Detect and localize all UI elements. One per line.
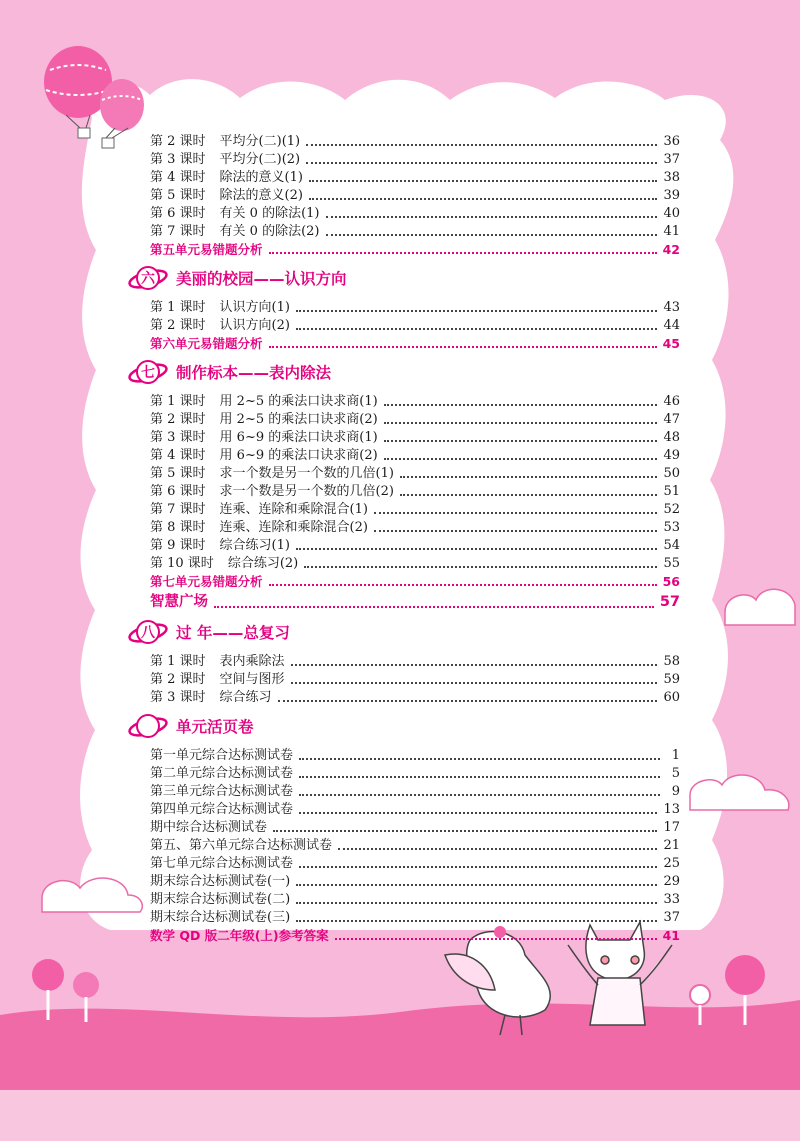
page-number: 48 — [663, 430, 680, 445]
entry-title: 有关 0 的除法(1) — [219, 206, 320, 221]
page-number: 38 — [663, 170, 680, 185]
page-number: 52 — [663, 502, 680, 517]
page-number: 50 — [663, 466, 680, 481]
dot-leader — [299, 866, 657, 868]
unit-title: 单元活页卷 — [176, 718, 254, 736]
dot-leader — [291, 682, 658, 684]
planet-badge-icon — [128, 617, 168, 647]
lesson-number: 第 4 课时 — [150, 170, 206, 185]
toc-entry[interactable] — [150, 591, 680, 613]
lesson-number: 第 8 课时 — [150, 520, 206, 535]
page-number: 59 — [663, 672, 680, 687]
entry-title: 认识方向(1) — [219, 300, 290, 315]
unit-heading[interactable] — [128, 355, 680, 389]
page-number: 41 — [663, 224, 680, 239]
page-number: 56 — [662, 574, 680, 589]
cloud-icon — [690, 775, 789, 810]
dot-leader — [384, 458, 658, 460]
entry-title: 第六单元易错题分析 — [150, 336, 263, 351]
page-number: 9 — [671, 784, 680, 799]
entry-title: 期末综合达标测试卷(二) — [150, 892, 291, 907]
toc-entry[interactable] — [150, 393, 680, 411]
lesson-number: 第 2 课时 — [150, 672, 206, 687]
lesson-number: 第 2 课时 — [150, 134, 206, 149]
entry-title: 智慧广场 — [150, 594, 208, 610]
entry-title: 综合练习 — [219, 690, 272, 705]
toc-entry[interactable] — [150, 429, 680, 447]
toc-entry[interactable] — [150, 891, 680, 909]
toc-entry[interactable] — [150, 411, 680, 429]
dot-leader — [278, 700, 658, 702]
toc-entry[interactable] — [150, 465, 680, 483]
lesson-number: 第 7 课时 — [150, 224, 206, 239]
toc-entry[interactable] — [150, 653, 680, 671]
page-number: 33 — [663, 892, 680, 907]
toc-entry[interactable] — [150, 537, 680, 555]
lesson-number: 第 5 课时 — [150, 188, 206, 203]
entry-title: 第七单元综合达标测试卷 — [150, 856, 294, 871]
dot-leader — [326, 216, 658, 218]
entry-title: 第五单元易错题分析 — [150, 242, 263, 257]
toc-entry[interactable] — [150, 335, 680, 353]
dot-leader — [400, 494, 657, 496]
toc-entry[interactable] — [150, 671, 680, 689]
page-number: 29 — [663, 874, 680, 889]
page-number: 54 — [663, 538, 680, 553]
toc-entry[interactable] — [150, 747, 680, 765]
entry-title: 第一单元综合达标测试卷 — [150, 748, 294, 763]
lesson-number: 第 2 课时 — [150, 412, 206, 427]
page-number: 51 — [663, 484, 680, 499]
lesson-number: 第 3 课时 — [150, 152, 206, 167]
toc-entry[interactable] — [150, 519, 680, 537]
toc-entry[interactable] — [150, 765, 680, 783]
entry-title: 认识方向(2) — [219, 318, 290, 333]
lesson-number: 第 10 课时 — [150, 556, 214, 571]
entry-title: 空间与图形 — [219, 672, 285, 687]
page-number: 49 — [663, 448, 680, 463]
toc-entry[interactable] — [150, 187, 680, 205]
page-number: 45 — [662, 336, 680, 351]
toc-entry[interactable] — [150, 783, 680, 801]
entry-title: 综合练习(2) — [227, 556, 299, 571]
page-number: 25 — [663, 856, 680, 871]
toc-entry[interactable] — [150, 241, 680, 259]
toc-entry[interactable] — [150, 151, 680, 169]
entry-title: 表内乘除法 — [219, 654, 285, 669]
dot-leader — [374, 512, 657, 514]
page-number: 47 — [663, 412, 680, 427]
toc-entry[interactable] — [150, 873, 680, 891]
page-number: 37 — [663, 152, 680, 167]
ground-hill — [0, 1000, 800, 1100]
toc-entry[interactable] — [150, 447, 680, 465]
entry-title: 第三单元综合达标测试卷 — [150, 784, 294, 799]
dot-leader — [299, 776, 660, 778]
toc-entry[interactable] — [150, 855, 680, 873]
toc-entry[interactable] — [150, 317, 680, 335]
page-number: 13 — [663, 802, 680, 817]
dot-leader — [214, 606, 654, 608]
entry-title: 第七单元易错题分析 — [150, 574, 263, 589]
entry-title: 除法的意义(2) — [219, 188, 303, 203]
lesson-number: 第 1 课时 — [150, 654, 206, 669]
page-number: 60 — [663, 690, 680, 705]
page-number: 40 — [663, 206, 680, 221]
page-number: 55 — [663, 556, 680, 571]
dot-leader — [291, 664, 658, 666]
lesson-number: 第 2 课时 — [150, 318, 206, 333]
page-number: 5 — [671, 766, 680, 781]
entry-title: 期末综合达标测试卷(三) — [150, 910, 291, 925]
lesson-number: 第 3 课时 — [150, 430, 206, 445]
toc-entry[interactable] — [150, 299, 680, 317]
unit-number: 八 — [141, 625, 155, 641]
dot-leader — [299, 794, 660, 796]
dot-leader — [306, 144, 657, 146]
page-number: 41 — [662, 928, 680, 943]
dot-leader — [326, 234, 658, 236]
dot-leader — [335, 938, 657, 940]
planet-badge-icon — [128, 711, 168, 741]
entry-title: 用 2~5 的乘法口诀求商(2) — [219, 412, 378, 427]
unit-heading[interactable] — [128, 709, 680, 743]
toc-entry[interactable] — [150, 169, 680, 187]
cloud-icon — [725, 589, 795, 625]
entry-title: 期末综合达标测试卷(一) — [150, 874, 291, 889]
page-number: 57 — [659, 594, 680, 610]
toc-entry[interactable] — [150, 819, 680, 837]
toc-entry[interactable] — [150, 909, 680, 927]
dot-leader — [299, 812, 657, 814]
entry-title: 综合练习(1) — [219, 538, 290, 553]
dot-leader — [374, 530, 657, 532]
entry-title: 平均分(二)(1) — [219, 134, 301, 149]
page-number: 1 — [671, 748, 680, 763]
page-number: 43 — [663, 300, 680, 315]
entry-title: 第四单元综合达标测试卷 — [150, 802, 294, 817]
dot-leader — [269, 346, 657, 348]
dot-leader — [296, 902, 657, 904]
toc-entry[interactable] — [150, 927, 680, 945]
entry-title: 有关 0 的除法(2) — [219, 224, 320, 239]
page-number: 37 — [663, 910, 680, 925]
dot-leader — [384, 404, 658, 406]
lesson-number: 第 5 课时 — [150, 466, 206, 481]
unit-number: 七 — [141, 365, 155, 381]
dot-leader — [296, 884, 657, 886]
page-number: 21 — [663, 838, 680, 853]
lesson-number: 第 3 课时 — [150, 690, 206, 705]
toc-entry[interactable] — [150, 483, 680, 501]
dot-leader — [296, 328, 657, 330]
toc-entry[interactable] — [150, 223, 680, 241]
page-number: 44 — [663, 318, 680, 333]
entry-title: 求一个数是另一个数的几倍(2) — [219, 484, 394, 499]
dot-leader — [296, 548, 657, 550]
page-number: 53 — [663, 520, 680, 535]
entry-title: 连乘、连除和乘除混合(1) — [219, 502, 368, 517]
entry-title: 连乘、连除和乘除混合(2) — [219, 520, 368, 535]
page-number: 46 — [663, 394, 680, 409]
dot-leader — [296, 920, 657, 922]
toc-entry[interactable] — [150, 501, 680, 519]
planet-badge-icon — [128, 357, 168, 387]
entry-title: 求一个数是另一个数的几倍(1) — [219, 466, 394, 481]
entry-title: 除法的意义(1) — [219, 170, 303, 185]
entry-title: 第二单元综合达标测试卷 — [150, 766, 294, 781]
dot-leader — [338, 848, 657, 850]
lesson-number: 第 6 课时 — [150, 206, 206, 221]
unit-title: 过 年——总复习 — [176, 624, 290, 642]
dot-leader — [384, 440, 658, 442]
planet-badge-icon — [128, 263, 168, 293]
entry-title: 用 6~9 的乘法口诀求商(1) — [219, 430, 378, 445]
toc-entry[interactable] — [150, 689, 680, 707]
dot-leader — [299, 758, 660, 760]
lesson-number: 第 6 课时 — [150, 484, 206, 499]
entry-title: 用 6~9 的乘法口诀求商(2) — [219, 448, 378, 463]
unit-number: 六 — [141, 271, 155, 287]
dot-leader — [384, 422, 658, 424]
dot-leader — [304, 566, 657, 568]
page-number: 39 — [663, 188, 680, 203]
toc-entry[interactable] — [150, 573, 680, 591]
table-of-contents — [141, 133, 680, 945]
entry-title: 期中综合达标测试卷 — [150, 820, 268, 835]
dot-leader — [306, 162, 657, 164]
entry-title: 用 2~5 的乘法口诀求商(1) — [219, 394, 378, 409]
page-number: 17 — [663, 820, 680, 835]
entry-title: 数学 QD 版二年级(上)参考答案 — [150, 928, 329, 943]
unit-heading[interactable] — [128, 615, 680, 649]
dot-leader — [273, 830, 657, 832]
unit-title: 美丽的校园——认识方向 — [176, 270, 347, 288]
unit-title: 制作标本——表内除法 — [176, 364, 332, 382]
dot-leader — [309, 180, 657, 182]
toc-entry[interactable] — [150, 133, 680, 151]
dot-leader — [400, 476, 657, 478]
lesson-number: 第 1 课时 — [150, 300, 206, 315]
page-number: 42 — [662, 242, 680, 257]
toc-entry[interactable] — [150, 837, 680, 855]
toc-entry[interactable] — [150, 555, 680, 573]
lesson-number: 第 9 课时 — [150, 538, 206, 553]
entry-title: 第五、第六单元综合达标测试卷 — [150, 838, 333, 853]
dot-leader — [269, 252, 657, 254]
lesson-number: 第 7 课时 — [150, 502, 206, 517]
page-number: 58 — [663, 654, 680, 669]
lesson-number: 第 4 课时 — [150, 448, 206, 463]
dot-leader — [309, 198, 657, 200]
lesson-number: 第 1 课时 — [150, 394, 206, 409]
dot-leader — [269, 584, 657, 586]
page-number: 36 — [663, 134, 680, 149]
unit-heading[interactable] — [128, 261, 680, 295]
entry-title: 平均分(二)(2) — [219, 152, 301, 167]
toc-entry[interactable] — [150, 205, 680, 223]
dot-leader — [296, 310, 657, 312]
toc-entry[interactable] — [150, 801, 680, 819]
